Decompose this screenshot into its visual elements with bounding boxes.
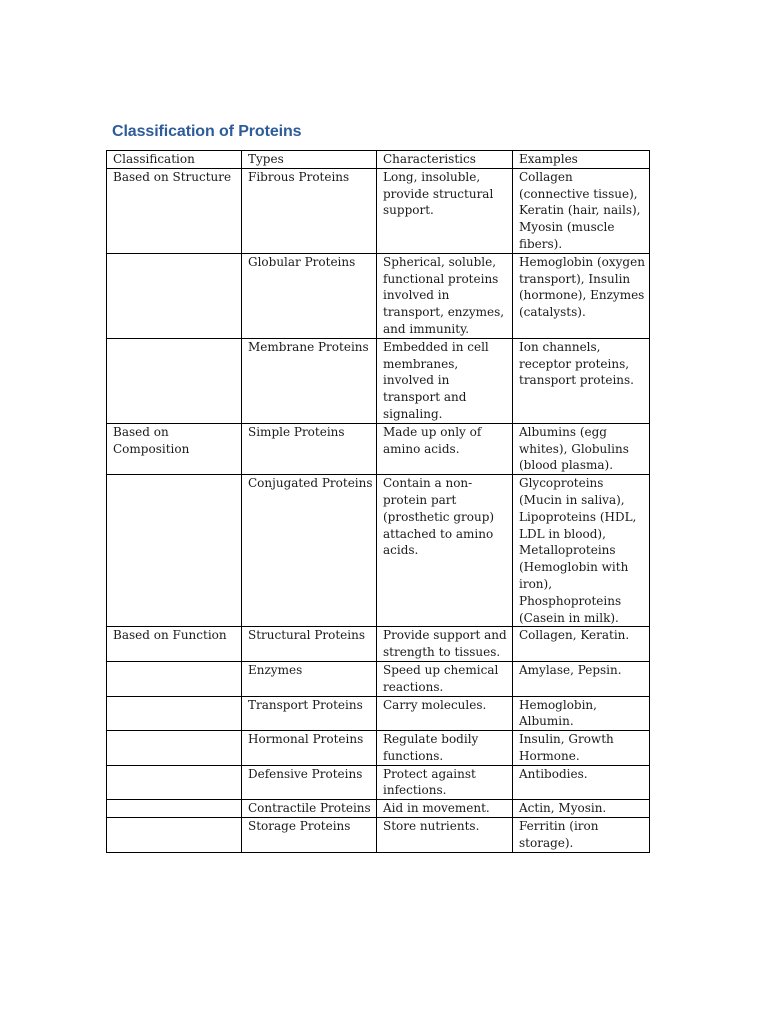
cell-classification	[107, 765, 242, 800]
header-types: Types	[242, 151, 377, 169]
table-row	[107, 661, 650, 696]
table-row	[107, 168, 650, 253]
cell-characteristics: Protect against infections.	[377, 765, 513, 800]
header-characteristics: Characteristics	[377, 151, 513, 169]
cell-type: Membrane Proteins	[242, 338, 377, 423]
table-row	[107, 765, 650, 800]
document-title: Classification of Proteins	[112, 123, 302, 140]
cell-type: Globular Proteins	[242, 253, 377, 338]
cell-examples: Hemoglobin, Albumin.	[513, 696, 650, 731]
cell-type: Fibrous Proteins	[242, 168, 377, 253]
cell-characteristics: Contain a non-protein part (prosthetic group) attached to amino acids.	[377, 475, 513, 627]
header-classification: Classification	[107, 151, 242, 169]
cell-classification	[107, 800, 242, 818]
table-row	[107, 696, 650, 731]
table-row	[107, 338, 650, 423]
cell-characteristics: Regulate bodily functions.	[377, 731, 513, 766]
cell-examples: Insulin, Growth Hormone.	[513, 731, 650, 766]
cell-characteristics: Embedded in cell membranes, involved in transport and signaling.	[377, 338, 513, 423]
cell-type: Enzymes	[242, 661, 377, 696]
cell-classification: Based on Function	[107, 627, 242, 662]
cell-characteristics: Made up only of amino acids.	[377, 423, 513, 474]
table-header-row	[107, 151, 650, 169]
cell-examples: Amylase, Pepsin.	[513, 661, 650, 696]
table-row	[107, 731, 650, 766]
cell-characteristics: Provide support and strength to tissues.	[377, 627, 513, 662]
table-row	[107, 475, 650, 627]
cell-examples: Hemoglobin (oxygen transport), Insulin (hormone), Enzymes (catalysts).	[513, 253, 650, 338]
cell-classification	[107, 661, 242, 696]
cell-examples: Actin, Myosin.	[513, 800, 650, 818]
cell-type: Conjugated Proteins	[242, 475, 377, 627]
cell-characteristics: Aid in movement.	[377, 800, 513, 818]
cell-characteristics: Speed up chemical reactions.	[377, 661, 513, 696]
cell-type: Hormonal Proteins	[242, 731, 377, 766]
table-row	[107, 800, 650, 818]
cell-type: Transport Proteins	[242, 696, 377, 731]
cell-type: Contractile Proteins	[242, 800, 377, 818]
cell-classification	[107, 731, 242, 766]
cell-characteristics: Store nutrients.	[377, 818, 513, 853]
table-row	[107, 818, 650, 853]
cell-classification	[107, 253, 242, 338]
cell-examples: Antibodies.	[513, 765, 650, 800]
cell-type: Simple Proteins	[242, 423, 377, 474]
cell-examples: Albumins (egg whites), Globulins (blood plasma).	[513, 423, 650, 474]
cell-classification	[107, 338, 242, 423]
cell-classification: Based on Composition	[107, 423, 242, 474]
cell-classification	[107, 818, 242, 853]
table-row	[107, 423, 650, 474]
cell-type: Structural Proteins	[242, 627, 377, 662]
cell-classification	[107, 696, 242, 731]
cell-examples: Collagen (connective tissue), Keratin (hair, nails), Myosin (muscle fibers).	[513, 168, 650, 253]
table-row	[107, 253, 650, 338]
cell-examples: Collagen, Keratin.	[513, 627, 650, 662]
cell-examples: Ion channels, receptor proteins, transport proteins.	[513, 338, 650, 423]
cell-classification: Based on Structure	[107, 168, 242, 253]
cell-examples: Glycoproteins (Mucin in saliva), Lipoproteins (HDL, LDL in blood), Metalloproteins (Hemoglobin with iron), Phosphoproteins (Casein in milk).	[513, 475, 650, 627]
cell-classification	[107, 475, 242, 627]
cell-examples: Ferritin (iron storage).	[513, 818, 650, 853]
header-examples: Examples	[513, 151, 650, 169]
cell-type: Storage Proteins	[242, 818, 377, 853]
cell-characteristics: Spherical, soluble, functional proteins involved in transport, enzymes, and immunity.	[377, 253, 513, 338]
table-row	[107, 627, 650, 662]
cell-characteristics: Long, insoluble, provide structural support.	[377, 168, 513, 253]
cell-type: Defensive Proteins	[242, 765, 377, 800]
cell-characteristics: Carry molecules.	[377, 696, 513, 731]
protein-classification-table	[106, 150, 650, 853]
